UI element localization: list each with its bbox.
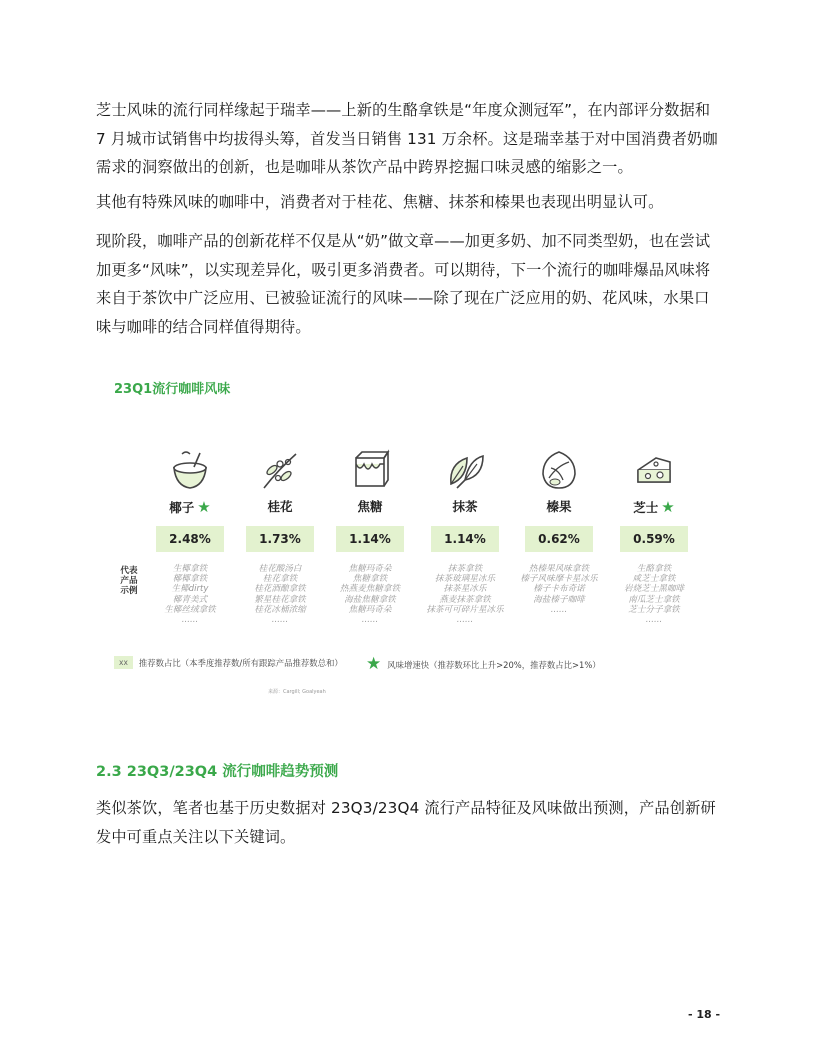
flavor-examples: 生椰拿铁 椰椰拿铁 生椰dirty 椰青美式 生椰丝绒拿铁 ...... [164,564,216,626]
flavor-column-cheese [606,448,702,625]
legend-swatch: xx [114,656,133,669]
flavor-column-coconut [142,448,238,625]
flavor-name: 焦糖 [357,499,383,514]
flavor-pct: 0.62% [525,526,593,552]
cheese-icon [632,448,676,492]
representative-products-label: 代表产品示例 [120,566,138,597]
flavor-examples: 热榛果风味拿铁 榛子风味摩卡星冰乐 榛子卡布奇诺 海盐榛子咖啡 ...... [520,564,598,615]
section-heading: 2.3 23Q3/23Q4 流行咖啡趋势预测 [96,764,339,780]
flavor-column-osmanthus [232,448,328,625]
intro-paragraph-cheese: 芝士风味的流行同样缘起于瑞幸——上新的生酪拿铁是“年度众测冠军”，在内部评分数据和 7 月城市试销售中均拔得头筹，首发当日销售 131 万余杯。这是瑞幸基于对中国消费者奶咖需求的洞察做出的创新，也是咖啡从茶饮产品中跨界挖掘口味灵感的缩影之一。 [96,101,718,177]
flavor-examples: 桂花酸汤白 桂花拿铁 桂花酒酿拿铁 繁星桂花拿铁 桂花冰桶浓缩 ...... [254,564,306,626]
flavor-pct: 1.73% [246,526,314,552]
flavor-pct: 1.14% [431,526,499,552]
star-icon: ★ [366,654,382,674]
flavor-examples: 抹茶拿铁 抹茶玻璃星冰乐 抹茶星冰乐 燕麦抹茶拿铁 抹茶可可碎片星冰乐 ...... [426,564,504,626]
legend-pct-text: 推荐数占比（本季度推荐数/所有跟踪产品推荐数总和） [138,657,343,668]
legend-star [366,656,601,673]
flavor-examples: 焦糖玛奇朵 焦糖拿铁 热燕麦焦糖拿铁 海盐焦糖拿铁 焦糖玛奇朵 ...... [339,564,401,626]
star-icon: ★ [661,498,675,516]
flavor-pct: 2.48% [156,526,224,552]
osmanthus-icon [258,448,302,492]
flavor-column-hazelnut [511,448,607,615]
flavor-name: 芝士 ★ [633,498,675,516]
hazelnut-icon [537,448,581,492]
flavor-examples: 生酪拿铁 咸芝士拿铁 岩烧芝士黑咖啡 南瓜芝士拿铁 芝士分子拿铁 ...... [623,564,685,626]
figure-source: 来源：Cargill; Goalyeah [268,689,326,695]
flavor-column-matcha [417,448,513,625]
legend-pct [114,656,343,669]
page-number: - 18 - [688,1008,721,1021]
tea-leaf-icon [443,448,487,492]
flavor-pct: 0.59% [620,526,688,552]
flavor-name: 椰子 ★ [169,498,211,516]
coconut-icon [168,448,212,492]
intro-paragraph-outlook: 现阶段，咖啡产品的创新花样不仅是从“奶”做文章——加更多奶、加不同类型奶，也在尝试加更多“风味”，以实现差异化，吸引更多消费者。可以期待，下一个流行的咖啡爆品风味将来自于茶饮中广泛应用、已被验证流行的风味——除了现在广泛应用的奶、花风味，水果口味与咖啡的结合同样值得期待。 [96,232,711,336]
legend-star-text: 风味增速快（推荐数环比上升>20%，推荐数占比>1%） [387,659,601,670]
flavor-name: 桂花 [267,499,293,514]
flavor-column-caramel [322,448,418,625]
section-paragraph: 类似茶饮，笔者也基于历史数据对 23Q3/23Q4 流行产品特征及风味做出预测，产品创新研发中可重点关注以下关键词。 [96,799,716,846]
flavor-pct: 1.14% [336,526,404,552]
figure-title: 23Q1流行咖啡风味 [114,382,231,397]
intro-paragraph-flavors: 其他有特殊风味的咖啡中，消费者对于桂花、焦糖、抹茶和榛果也表现出明显认可。 [96,193,664,211]
caramel-icon [348,448,392,492]
star-icon: ★ [197,498,211,516]
flavor-name: 抹茶 [452,499,478,514]
flavor-name: 榛果 [546,499,572,514]
